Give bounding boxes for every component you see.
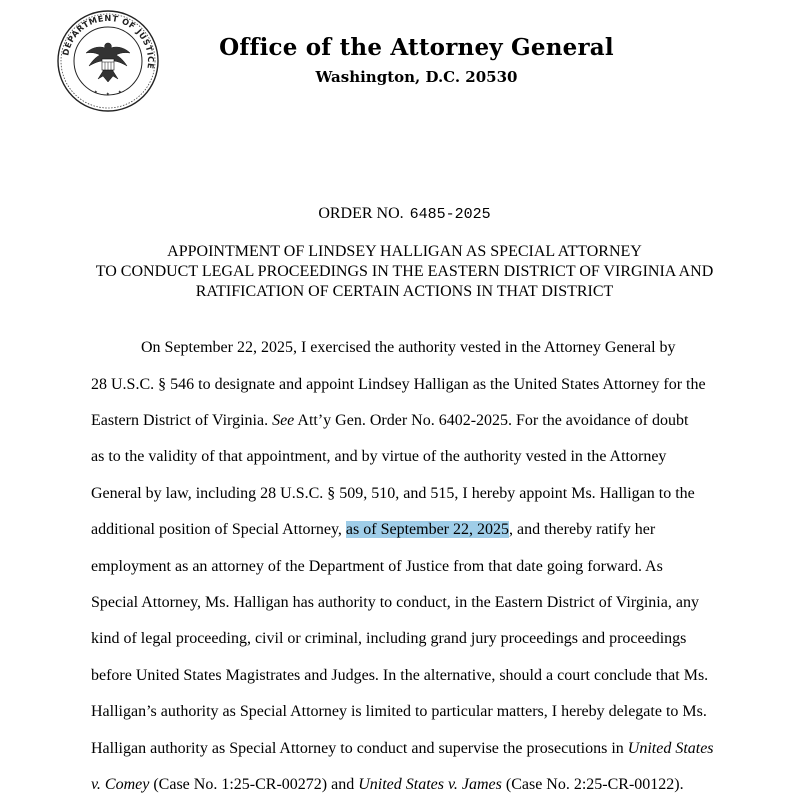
body-line: additional position of Special Attorney, as of September 22, 2025, and thereby ratify her [91, 521, 656, 538]
order-heading-line-2: TO CONDUCT LEGAL PROCEEDINGS IN THE EASTERN DISTRICT OF VIRGINIA AND [95, 263, 714, 280]
body-line: v. Comey (Case No. 1:25-CR-00272) and United States v. James (Case No. 2:25-CR-00122). [91, 776, 684, 793]
order-label: ORDER NO. [318, 205, 404, 222]
case-name: United States v. James [358, 776, 502, 793]
case-name: United States [627, 740, 714, 757]
office-location: Washington, D.C. 20530 [315, 68, 518, 86]
body-line: General by law, including 28 U.S.C. § 509, 510, and 515, I hereby appoint Ms. Halligan to the [91, 485, 695, 502]
body-line: as to the validity of that appointment, and by virtue of the authority vested in the Attorney [91, 448, 667, 465]
seal-ring-text: DEPARTMENT OF JUSTICE [60, 12, 157, 70]
citation-signal: See [272, 412, 295, 429]
body-line: Halligan’s authority as Special Attorney is limited to particular matters, I hereby delegate to Ms. [91, 703, 707, 720]
order-number [0, 205, 809, 223]
body-line: 28 U.S.C. § 546 to designate and appoint Lindsey Halligan as the United States Attorney for the [91, 376, 706, 393]
svg-text:★: ★ [118, 89, 122, 94]
case-name: v. Comey [91, 776, 150, 793]
body-line: kind of legal proceeding, civil or criminal, including grand jury proceedings and proceedings [91, 630, 687, 647]
office-title: Office of the Attorney General [219, 34, 614, 61]
body-line: On September 22, 2025, I exercised the authority vested in the Attorney General by [141, 339, 676, 356]
body-line: Halligan authority as Special Attorney to conduct and supervise the prosecutions in United States [91, 740, 714, 757]
body-line: Eastern District of Virginia. See Att’y Gen. Order No. 6402-2025. For the avoidance of doubt [91, 412, 689, 429]
highlighted-text[interactable]: as of September 22, 2025 [345, 521, 509, 538]
body-line: Special Attorney, Ms. Halligan has authority to conduct, in the Eastern District of Virginia, any [91, 594, 699, 611]
body-line: before United States Magistrates and Judges. In the alternative, should a court conclude that Ms. [91, 667, 709, 684]
svg-text:★: ★ [106, 91, 110, 96]
svg-text:★: ★ [94, 89, 98, 94]
order-heading-line-1: APPOINTMENT OF LINDSEY HALLIGAN AS SPECIAL ATTORNEY [167, 243, 642, 260]
order-heading-line-3: RATIFICATION OF CERTAIN ACTIONS IN THAT DISTRICT [195, 283, 614, 300]
body-line: employment as an attorney of the Department of Justice from that date going forward. As [91, 558, 663, 575]
order-number-value: 6485-2025 [409, 206, 491, 223]
eagle-seal-icon [56, 9, 160, 113]
